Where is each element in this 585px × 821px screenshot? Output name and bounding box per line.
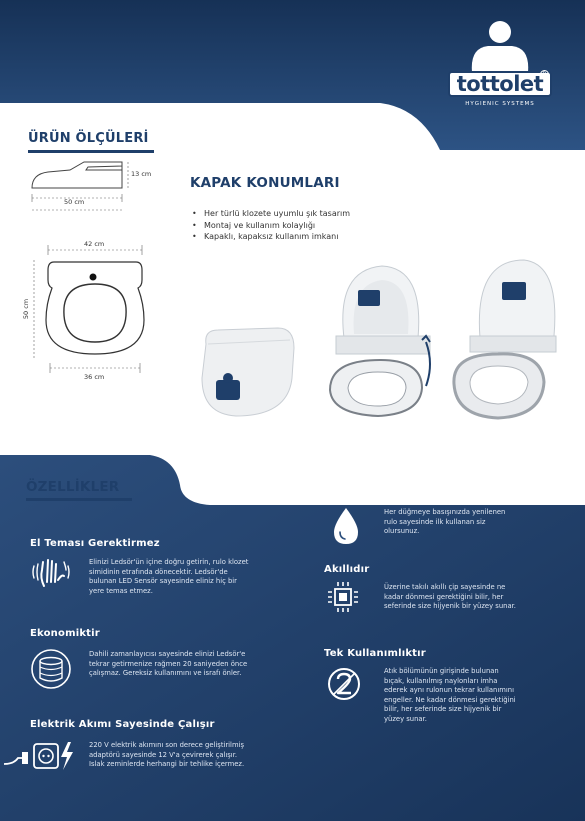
feature-title-hygienic: Hijyeniktir xyxy=(324,486,386,497)
hand-wave-icon xyxy=(30,556,74,590)
bottom-width-label: 36 cm xyxy=(84,373,105,381)
water-drop-icon xyxy=(330,506,362,546)
registered-mark: R xyxy=(540,70,549,79)
feature-text-economic: Dahili zamanlayıcısı sayesinde elinizi Ledsör'e tekrar getirmenize rağmen 20 saniyeden önce çalışmaz. Gereksiz kullanımını ve israfı önler. xyxy=(89,650,248,678)
lid-bullet-2: • Montaj ve kullanım kolaylığı xyxy=(192,220,350,232)
brand-tagline: HYGIENIC SYSTEMS xyxy=(465,101,535,107)
feature-title-economic: Ekonomiktir xyxy=(30,628,100,639)
product-roll-image xyxy=(448,256,560,422)
features-title: ÖZELLİKLER xyxy=(26,479,120,495)
lid-bullet-3: • Kapaklı, kapaksız kullanım imkanı xyxy=(192,231,350,243)
lid-positions-title: KAPAK KONUMLARI xyxy=(190,175,340,191)
feature-text-single-use: Atık bölümünün girişinde bulunan bıçak, kullanılmış naylonları imha ederek aynı rulonun tekrar kullanımını engeller. Ne kadar dönmesi gerektiğini bilir, her seferinde size hijyenik bir yüzey sunar. xyxy=(384,667,516,723)
lid-feature-list xyxy=(192,208,350,243)
product-open-image xyxy=(322,260,438,420)
features-title-underline xyxy=(26,498,132,501)
feature-text-hygienic: Her düğmeye basışınızda yenilenen rulo sayesinde ilk kullanan siz olursunuz. xyxy=(384,508,506,536)
side-height-label: 13 cm xyxy=(131,170,152,178)
side-view-drawing xyxy=(26,158,156,218)
feature-title-no-touch: El Teması Gerektirmez xyxy=(30,538,160,549)
coins-icon xyxy=(30,648,72,690)
feature-text-smart: Üzerine takılı akıllı çip sayesinde ne kadar dönmesi gerektiğini bilir, her seferinde size hijyenik bir yüzey sunar. xyxy=(384,583,516,611)
chip-icon xyxy=(326,580,360,614)
lid-bullet-1: • Her türlü klozete uyumlu şık tasarım xyxy=(192,208,350,220)
top-view-drawing xyxy=(20,240,170,385)
single-use-icon xyxy=(326,666,362,702)
side-width-label: 50 cm xyxy=(64,198,85,206)
dimensions-title-underline xyxy=(28,150,154,153)
plug-socket-icon xyxy=(4,738,76,774)
feature-text-no-touch: Elinizi Ledsör'ün içine doğru getirin, rulo klozet simidinin etrafında dönecektir. Ledsör'de bulunan LED Sensör sayesinde eliniz hiç bir yere temas etmez. xyxy=(89,558,249,595)
feature-title-smart: Akıllıdır xyxy=(324,564,370,575)
top-length-label: 50 cm xyxy=(22,298,31,320)
feature-title-single-use: Tek Kullanımlıktır xyxy=(324,648,426,659)
top-width-label: 42 cm xyxy=(84,240,105,248)
feature-title-electric: Elektrik Akımı Sayesinde Çalışır xyxy=(30,719,215,730)
dimensions-title: ÜRÜN ÖLÇÜLERİ xyxy=(28,131,149,146)
feature-text-electric: 220 V elektrik akımını son derece geliştirilmiş adaptörü sayesinde 12 V'a çevirerek çalışır. Islak zeminlerde herhangi bir tehlike içermez. xyxy=(89,741,245,769)
product-closed-image xyxy=(196,318,306,423)
brand-wordmark: tottolet xyxy=(448,71,552,97)
